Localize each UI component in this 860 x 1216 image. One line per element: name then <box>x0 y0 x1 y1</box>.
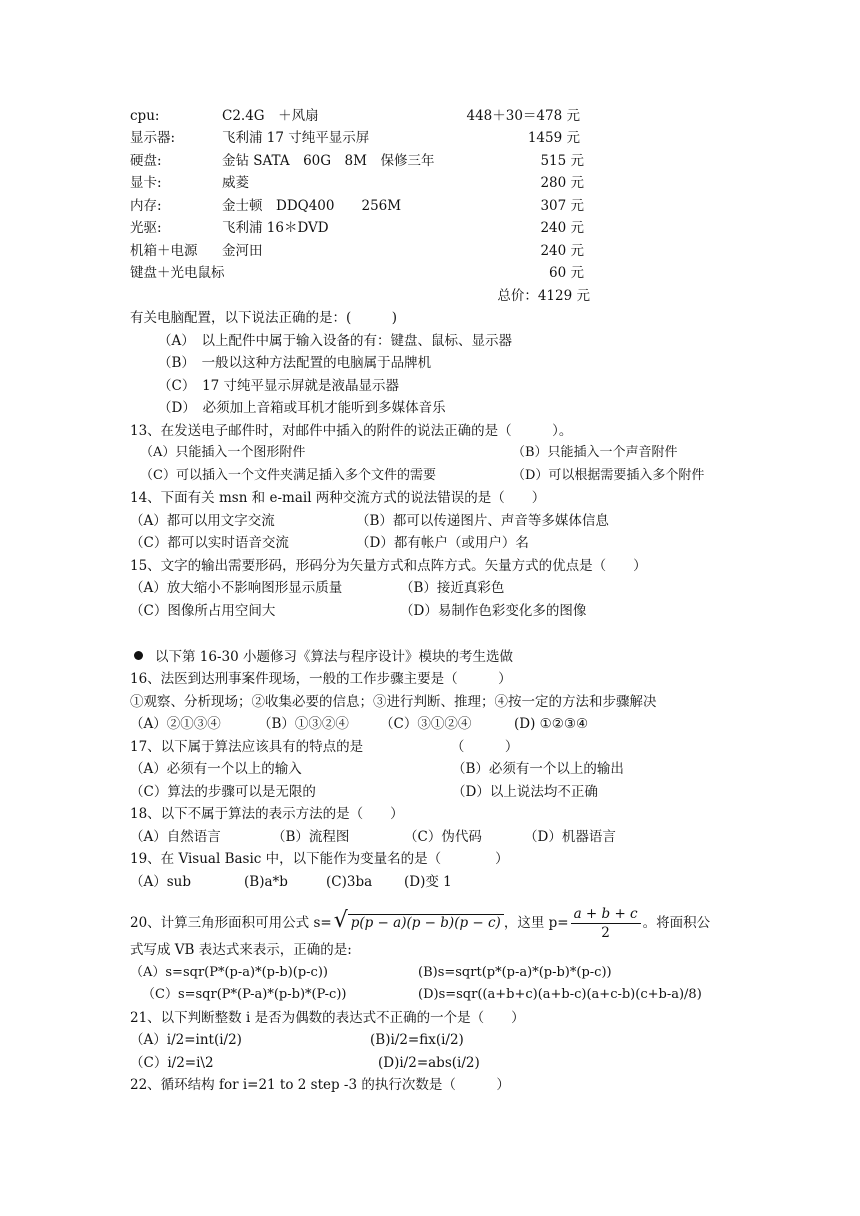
q20-stem-mid: ，这里 p= <box>503 915 569 931</box>
q12-option-d: （D） 必须加上音箱或耳机才能听到多媒体音乐 <box>158 400 446 416</box>
q19-option-b: (B)a*b <box>244 874 288 890</box>
q14-option-c: （C）都可以实时语音交流 <box>130 535 289 551</box>
config-price: 515 元 <box>540 153 584 169</box>
config-label: 机箱＋电源 <box>130 243 198 259</box>
q14-stem: 14、下面有关 msn 和 e-mail 两种交流方式的说法错误的是（ ） <box>130 490 546 506</box>
config-item: 金士顿 DDQ400 256M <box>222 198 402 214</box>
q20-stem-line2: 式写成 VB 表达式来表示，正确的是: <box>130 942 352 958</box>
q15-stem: 15、文字的输出需要形码，形码分为矢量方式和点阵方式。矢量方式的优点是（ ） <box>130 558 647 574</box>
sqrt-icon: √ <box>333 908 348 933</box>
config-item: 金河田 <box>222 243 263 259</box>
q19-stem: 19、在 Visual Basic 中，以下能作为变量名的是（ ） <box>130 851 509 867</box>
q17-option-b: （B）必须有一个以上的输出 <box>452 761 624 777</box>
q18-option-a: （A）自然语言 <box>130 829 221 845</box>
config-label: 显卡: <box>130 175 162 191</box>
q20-stem-post: 。将面积公 <box>642 915 711 931</box>
q15-option-a: （A）放大缩小不影响图形显示质量 <box>130 580 343 596</box>
q21-option-b: (B)i/2=fix(i/2) <box>370 1032 464 1048</box>
q21-stem: 21、以下判断整数 i 是否为偶数的表达式不正确的一个是（ ） <box>130 1010 525 1026</box>
q13-option-c: （C）可以插入一个文件夹满足插入多个文件的需要 <box>140 468 436 483</box>
q15-option-b: （B）接近真彩色 <box>400 580 505 596</box>
q18-option-c: （C）伪代码 <box>404 829 482 845</box>
q14-option-a: （A）都可以用文字交流 <box>130 513 275 529</box>
config-label: 显示器: <box>130 130 176 146</box>
config-price: 60 元 <box>549 265 584 281</box>
q18-stem: 18、以下不属于算法的表示方法的是（ ） <box>130 806 404 822</box>
q16-option-b: （B）①③②④ <box>258 716 349 732</box>
config-total: 总价：4129 元 <box>497 288 590 304</box>
q19-option-a: （A）sub <box>130 874 192 890</box>
q21-option-c: （C）i/2=i\2 <box>130 1055 214 1071</box>
config-label: 键盘＋光电鼠标 <box>130 265 225 281</box>
config-price: 307 元 <box>540 198 584 214</box>
config-item: 金钻 SATA 60G 8M 保修三年 <box>222 153 435 169</box>
q21-option-a: （A）i/2=int(i/2) <box>130 1032 242 1048</box>
q20-option-c: （C）s=sqr(P*(P-a)*(p-b)*(P-c)) <box>142 987 347 1002</box>
q20-option-b: (B)s=sqrt(p*(p-a)*(p-b)*(p-c)) <box>418 965 612 980</box>
config-item: 威菱 <box>222 175 249 191</box>
q20-option-d: (D)s=sqr((a+b+c)(a+b-c)(a+c-b)(c+b-a)/8) <box>418 987 702 1002</box>
q16-option-d: (D) ①②③④ <box>514 716 589 732</box>
fraction-denominator: 2 <box>601 925 610 941</box>
sqrt-expression: p(p − a)(p − b)(p − c) <box>348 914 504 931</box>
q14-option-b: （B）都可以传递图片、声音等多媒体信息 <box>356 513 609 529</box>
q13-option-a: （A）只能插入一个图形附件 <box>140 445 306 460</box>
q20-stem <box>130 905 710 942</box>
sqrt-formula <box>333 908 504 933</box>
q16-option-c: （C）③①②④ <box>380 716 472 732</box>
config-price: 448＋30＝478 元 <box>466 108 580 124</box>
q21-option-d: (D)i/2=abs(i/2) <box>378 1055 480 1071</box>
section-note <box>134 647 513 667</box>
config-item: 飞利浦 17 寸纯平显示屏 <box>222 130 370 146</box>
q18-option-b: （B）流程图 <box>272 829 350 845</box>
q16-steps: ①观察、分析现场；②收集必要的信息；③进行判断、推理；④按一定的方法和步骤解决 <box>130 694 657 710</box>
q15-option-d: （D）易制作色彩变化多的图像 <box>400 603 587 619</box>
config-label: 内存: <box>130 198 162 214</box>
q13-option-d: （D）可以根据需要插入多个附件 <box>512 468 705 483</box>
q18-option-d: （D）机器语言 <box>524 829 616 845</box>
config-price: 240 元 <box>540 220 584 236</box>
config-price: 280 元 <box>540 175 584 191</box>
q17-option-d: （D）以上说法均不正确 <box>452 784 598 800</box>
q12-stem: 有关电脑配置，以下说法正确的是：( ) <box>130 310 398 326</box>
q16-stem: 16、法医到达刑事案件现场，一般的工作步骤主要是（ ） <box>130 671 512 687</box>
config-label: 硬盘: <box>130 153 162 169</box>
q12-option-c: （C） 17 寸纯平显示屏就是液晶显示器 <box>158 378 400 394</box>
q13-option-b: （B）只能插入一个声音附件 <box>512 445 678 460</box>
q17-option-a: （A）必须有一个以上的输入 <box>130 761 302 777</box>
q15-option-c: （C）图像所占用空间大 <box>130 603 276 619</box>
fraction-numerator: a + b + c <box>571 905 641 924</box>
q17-option-c: （C）算法的步骤可以是无限的 <box>130 784 316 800</box>
q12-option-a: （A） 以上配件中属于输入设备的有：键盘、鼠标、显示器 <box>158 333 512 349</box>
q20-option-a: （A）s=sqr(P*(p-a)*(p-b)(p-c)) <box>130 965 328 980</box>
q17-stem: 17、以下属于算法应该具有的特点的是 （ ） <box>130 739 519 755</box>
config-price: 1459 元 <box>527 130 580 146</box>
config-label: 光驱: <box>130 220 162 236</box>
q16-option-a: （A）②①③④ <box>130 716 221 732</box>
fraction-formula <box>571 905 641 942</box>
config-item: C2.4G ＋风扇 <box>222 108 319 124</box>
q19-option-c: (C)3ba <box>326 874 373 890</box>
q20-stem-pre: 20、计算三角形面积可用公式 s= <box>130 915 332 931</box>
section-note-text: 以下第 16-30 小题修习《算法与程序设计》模块的考生选做 <box>155 649 513 665</box>
config-label: cpu: <box>130 108 160 124</box>
q14-option-d: （D）都有帐户（或用户）名 <box>356 535 529 551</box>
q19-option-d: (D)变 1 <box>404 874 452 890</box>
config-price: 240 元 <box>540 243 584 259</box>
config-item: 飞利浦 16＊DVD <box>222 220 329 236</box>
q12-option-b: （B） 一般以这种方法配置的电脑属于品牌机 <box>158 355 432 371</box>
q13-stem: 13、在发送电子邮件时，对邮件中插入的附件的说法正确的是（ ）。 <box>130 423 573 439</box>
q22-stem: 22、循环结构 for i=21 to 2 step -3 的执行次数是（ ） <box>130 1077 510 1093</box>
bullet-icon <box>134 651 143 660</box>
